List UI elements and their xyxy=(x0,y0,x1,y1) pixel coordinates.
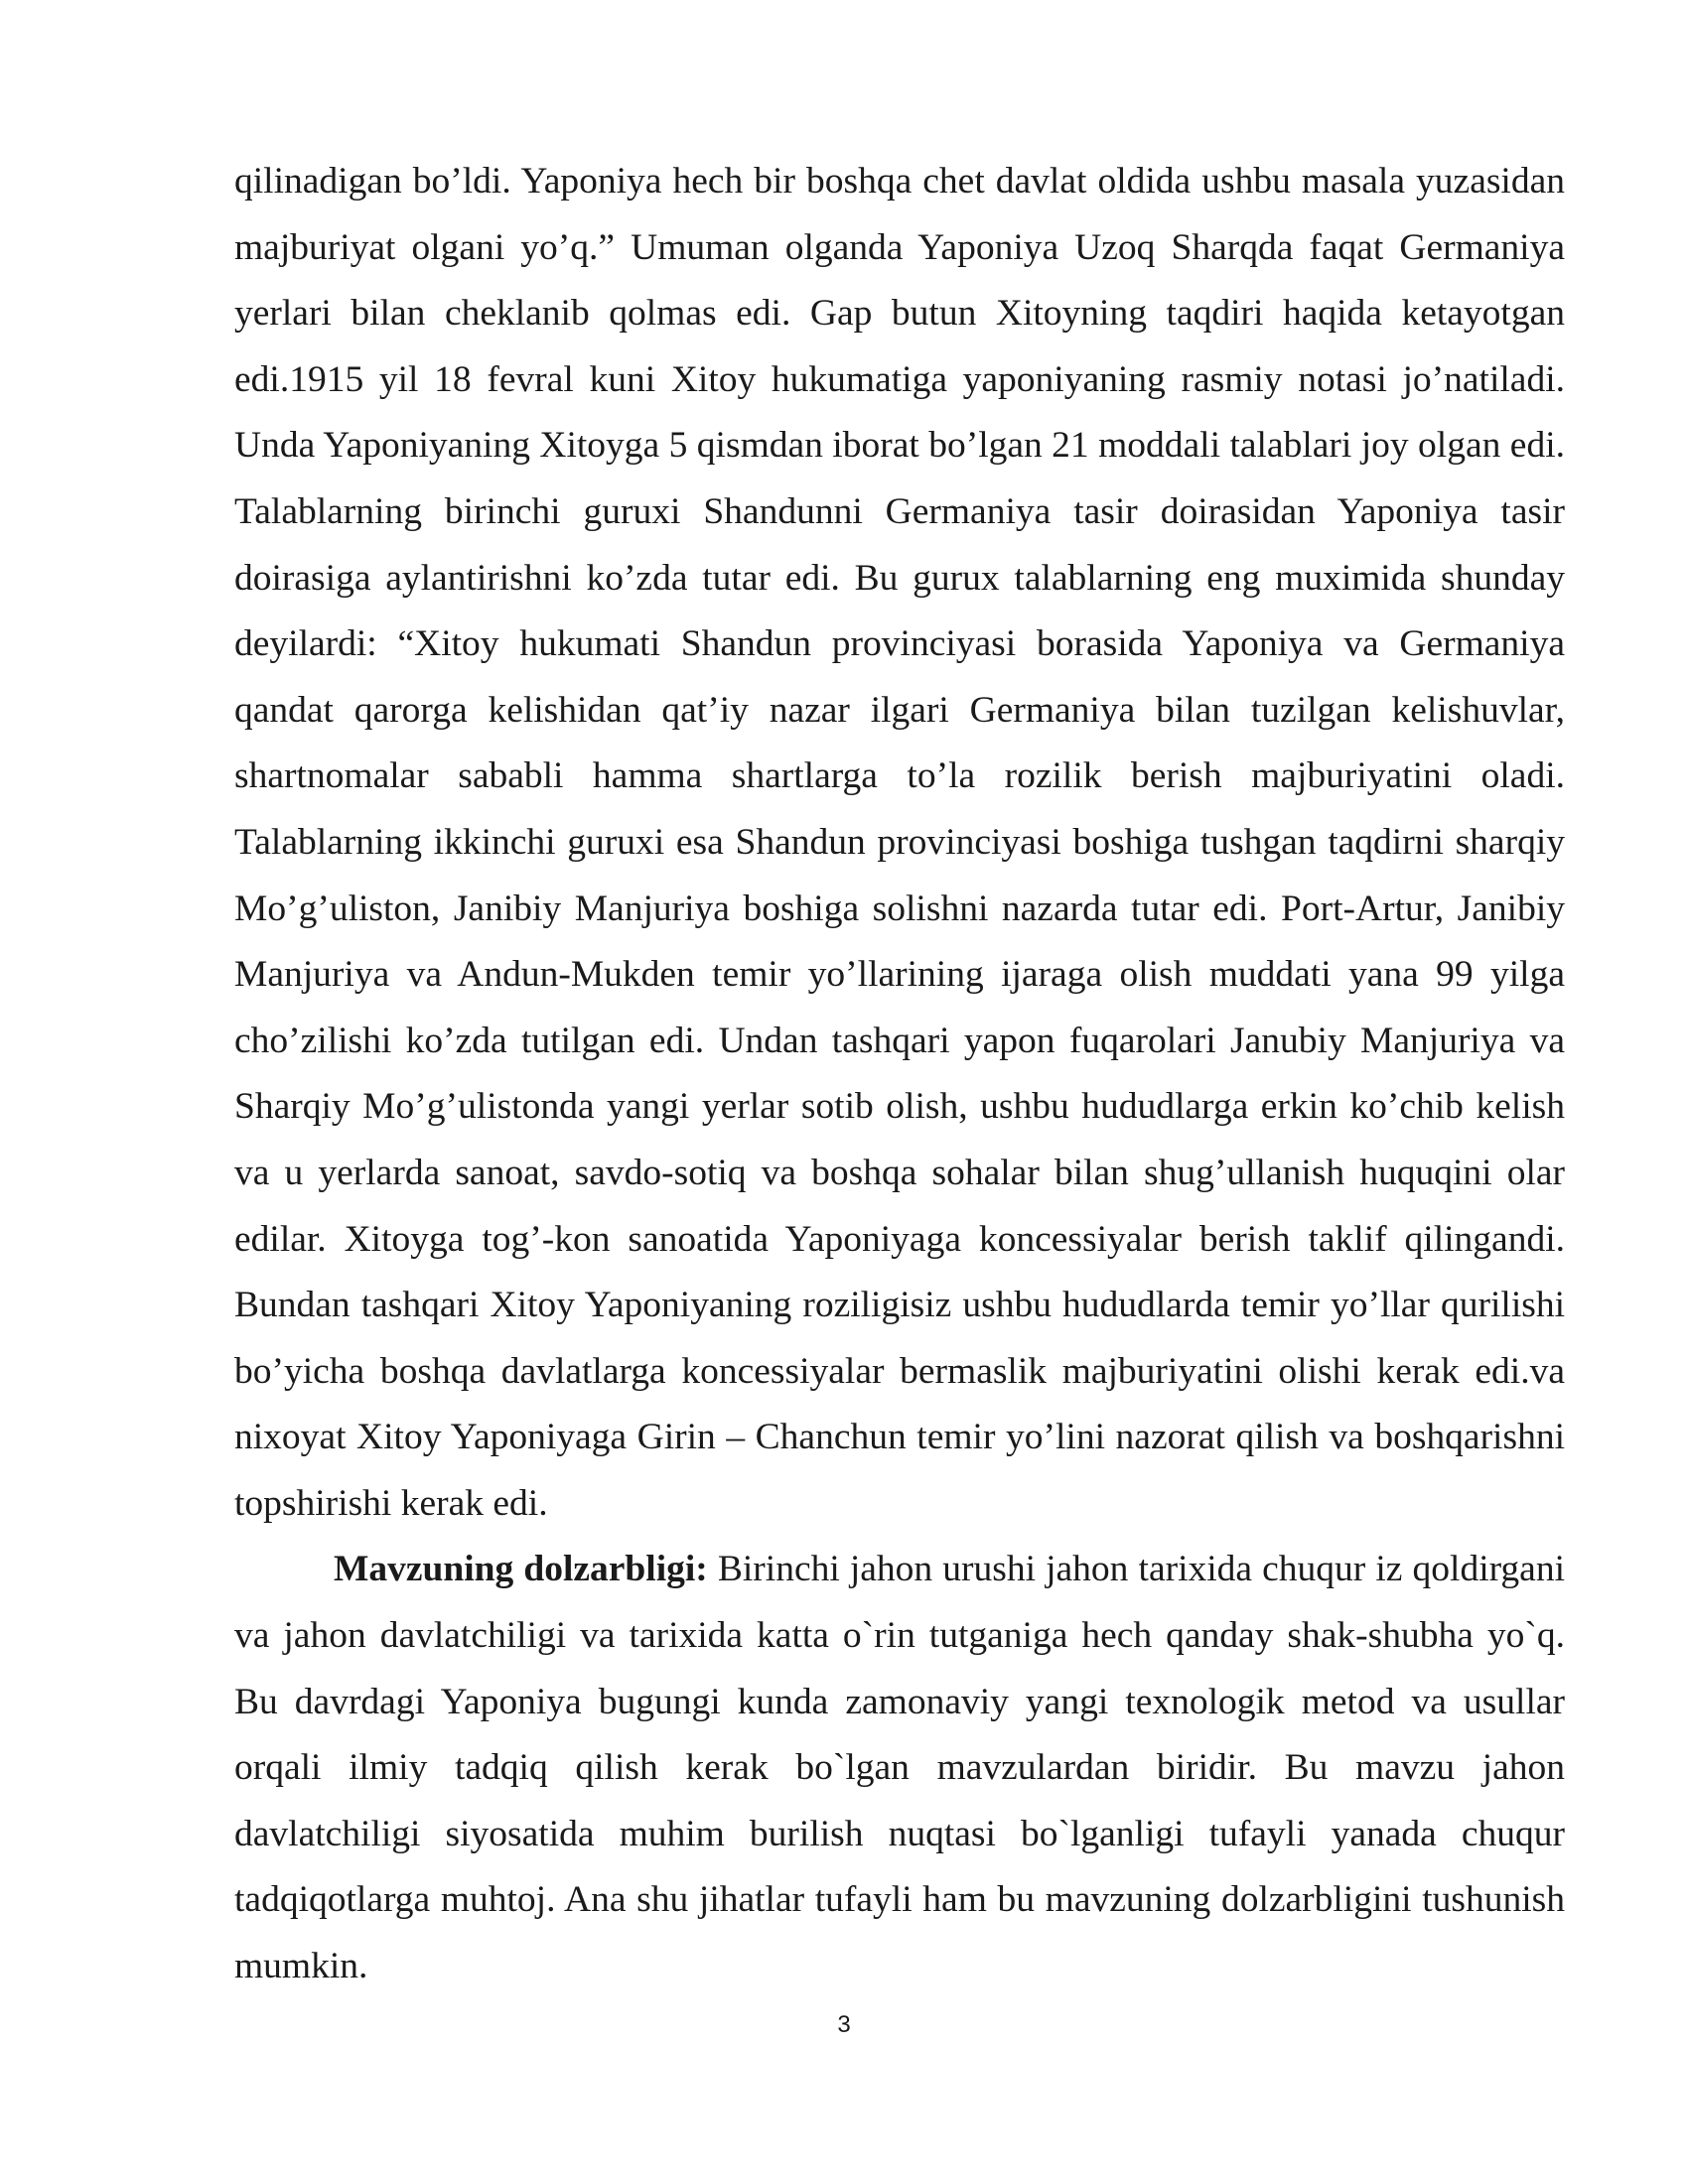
paragraph-2-text: Birinchi jahon urushi jahon tarixida chuqur iz qoldirgani va jahon davlatchiligi va tarixida katta o`rin tutganiga hech qanday shak-shubha yo`q. Bu davrdagi Yaponiya bugungi kunda zamonaviy yangi texnologik metod va usullar orqali ilmiy tadqiq qilish kerak bo`lgan mavzulardan biridir. Bu mavzu jahon davlatchiligi siyosatida muhim burilish nuqtasi bo`lganligi tufayli yanada chuqur tadqiqotlarga muhtoj. Ana shu jihatlar tufayli ham bu mavzuning dolzarbligini tushunish mumkin. xyxy=(234,1549,1565,1987)
paragraph-1 xyxy=(234,149,1565,1537)
paragraph-2 xyxy=(234,1537,1565,1999)
page-number: 3 xyxy=(837,2011,851,2038)
body-text xyxy=(234,149,1565,2000)
paragraph-1-text: qilinadigan bo’ldi. Yaponiya hech bir boshqa chet davlat oldida ushbu masala yuzasidan majburiyat olgani yo’q.” Umuman olganda Yaponiya Uzoq Sharqda faqat Germaniya yerlari bilan cheklanib qolmas edi. Gap butun Xitoyning taqdiri haqida ketayotgan edi.1915 yil 18 fevral kuni Xitoy hukumatiga yaponiyaning rasmiy notasi jo’natiladi. Unda Yaponiyaning Xitoyga 5 qismdan iborat bo’lgan 21 moddali talablari joy olgan edi. Talablarning birinchi guruxi Shandunni Germaniya tasir doirasidan Yaponiya tasir doirasiga aylantirishni ko’zda tutar edi. Bu gurux talablarning eng muximida shunday deyilardi: “Xitoy hukumati Shandun provinciyasi borasida Yaponiya va Germaniya qandat qarorga kelishidan qat’iy nazar ilgari Germaniya bilan tuzilgan kelishuvlar, shartnomalar sababli hamma shartlarga to’la rozilik berish majburiyatini oladi. Talablarning ikkinchi guruxi esa Shandun provinciyasi boshiga tushgan taqdirni sharqiy Mo’g’uliston, Janibiy Manjuriya boshiga solishni nazarda tutar edi. Port-Artur, Janibiy Manjuriya va Andun-Mukden temir yo’llarining ijaraga olish muddati yana 99 yilga cho’zilishi ko’zda tutilgan edi. Undan tashqari yapon fuqarolari Janubiy Manjuriya va Sharqiy Mo’g’ulistonda yangi yerlar sotib olish, ushbu hududlarga erkin ko’chib kelish va u yerlarda sanoat, savdo-sotiq va boshqa sohalar bilan shug’ullanish huquqini olar edilar. Xitoyga tog’-kon sanoatida Yaponiyaga koncessiyalar berish taklif qilingandi. Bundan tashqari Xitoy Yaponiyaning roziligisiz ushbu hududlarda temir yo’llar qurilishi bo’yicha boshqa davlatlarga koncessiyalar bermaslik majburiyatini olishi kerak edi.va nixoyat Xitoy Yaponiyaga Girin – Chanchun temir yo’lini nazorat qilish va boshqarishni topshirishi kerak edi. xyxy=(234,161,1565,1524)
section-heading: Mavzuning dolzarbligi: xyxy=(334,1549,708,1590)
